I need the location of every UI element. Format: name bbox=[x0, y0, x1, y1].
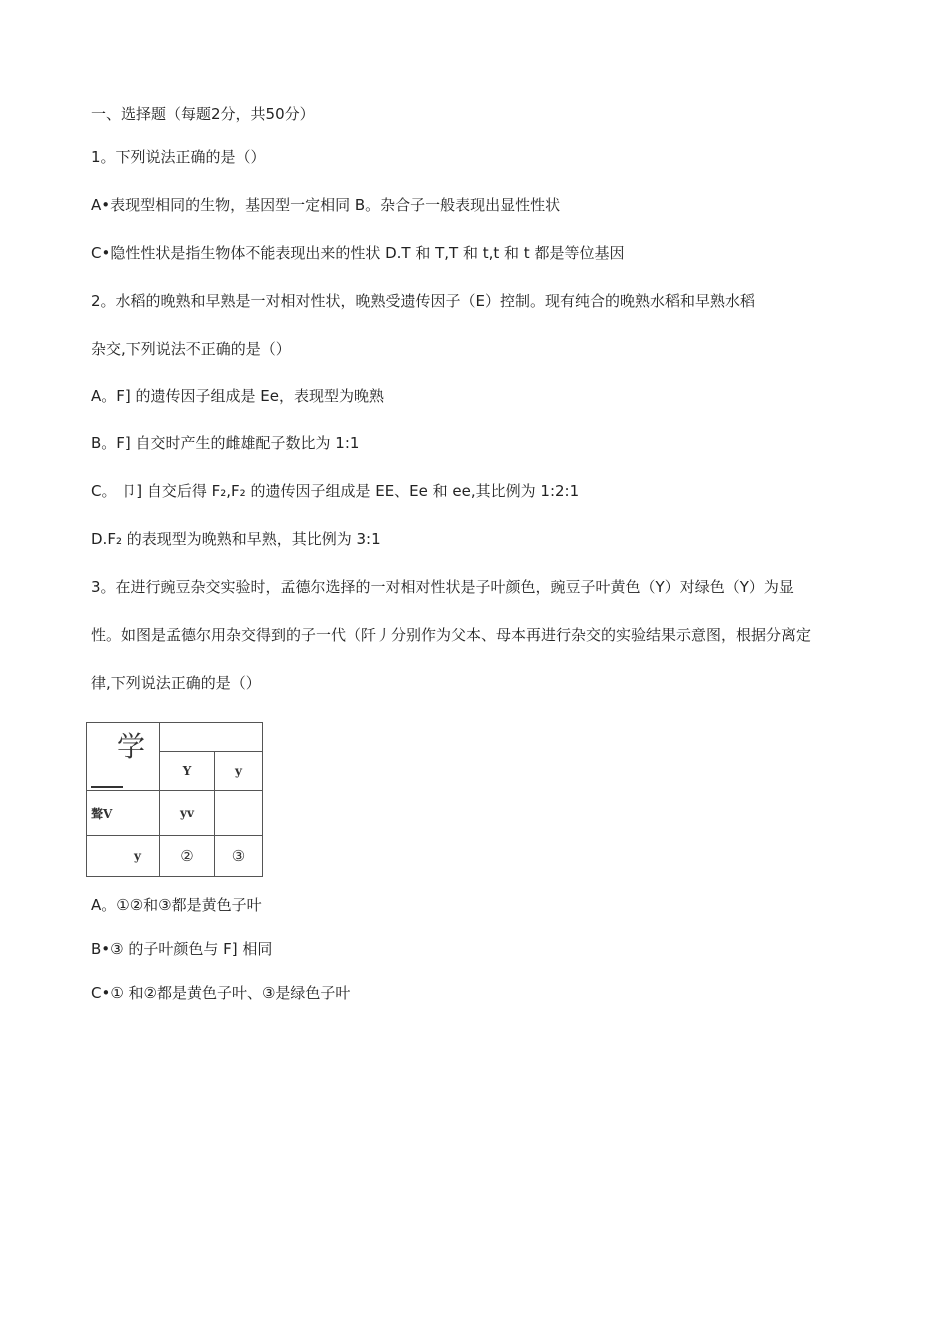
table-corner-cell bbox=[87, 723, 160, 791]
question-1-options-cd: C•隐性性状是指生物体不能表现出来的性状 D.T 和 T,T 和 t,t 和 t 都是等位基因 bbox=[91, 244, 625, 262]
question-3-stem-line3: 律,下列说法正确的是（） bbox=[91, 674, 261, 692]
question-1-options-ab: A•表现型相同的生物，基因型一定相同 B。杂合子一般表现出显性性状 bbox=[91, 196, 561, 214]
question-2-stem-line2: 杂交,下列说法不正确的是（） bbox=[91, 340, 291, 358]
question-3-stem-line1: 3。在进行豌豆杂交实验时，孟德尔选择的一对相对性状是子叶颜色，豌豆子叶黄色（Y）对绿色（Y）为显 bbox=[91, 578, 794, 596]
table-col-header-2: y bbox=[215, 752, 263, 791]
question-3-option-b: B•③ 的子叶颜色与 F] 相同 bbox=[91, 940, 273, 958]
table-corner-bar bbox=[91, 786, 123, 788]
table-row-header-1: 聱V bbox=[87, 791, 160, 836]
question-3-option-c: C•① 和②都是黄色子叶、③是绿色子叶 bbox=[91, 984, 351, 1002]
question-2-option-b: B。F] 自交时产生的雌雄配子数比为 1:1 bbox=[91, 434, 360, 452]
question-1-stem: 1。下列说法正确的是（） bbox=[91, 148, 266, 166]
table-cell-2-2: ③ bbox=[215, 836, 263, 877]
question-2-stem-line1: 2。水稻的晚熟和早熟是一对相对性状，晚熟受遗传因子（E）控制。现有纯合的晚熟水稻和早熟水稻 bbox=[91, 292, 756, 310]
table-row-header-2: y bbox=[87, 836, 160, 877]
table-cell-1-1: yv bbox=[160, 791, 215, 836]
question-2-option-d: D.F₂ 的表现型为晚熟和早熟，其比例为 3:1 bbox=[91, 530, 381, 548]
table-cell-2-1: ② bbox=[160, 836, 215, 877]
question-3-option-a: A。①②和③都是黄色子叶 bbox=[91, 896, 262, 914]
table-col-header-1: Y bbox=[160, 752, 215, 791]
table-cell-1-2 bbox=[215, 791, 263, 836]
question-3-stem-line2: 性。如图是孟德尔用杂交得到的子一代（阡丿分别作为父本、母本再进行杂交的实验结果示意图，根据分离定 bbox=[91, 626, 812, 644]
question-2-option-c: C。 卩] 自交后得 F₂,F₂ 的遗传因子组成是 EE、Ee 和 ee,其比例为 1:2:1 bbox=[91, 482, 580, 500]
table-header-blank bbox=[160, 723, 263, 752]
table-corner-char: 学 bbox=[117, 730, 146, 763]
section-title: 一、选择题（每题2分，共50分） bbox=[91, 105, 315, 123]
punnett-square-table bbox=[86, 722, 263, 877]
question-2-option-a: A。F] 的遗传因子组成是 Ee，表现型为晚熟 bbox=[91, 387, 384, 405]
